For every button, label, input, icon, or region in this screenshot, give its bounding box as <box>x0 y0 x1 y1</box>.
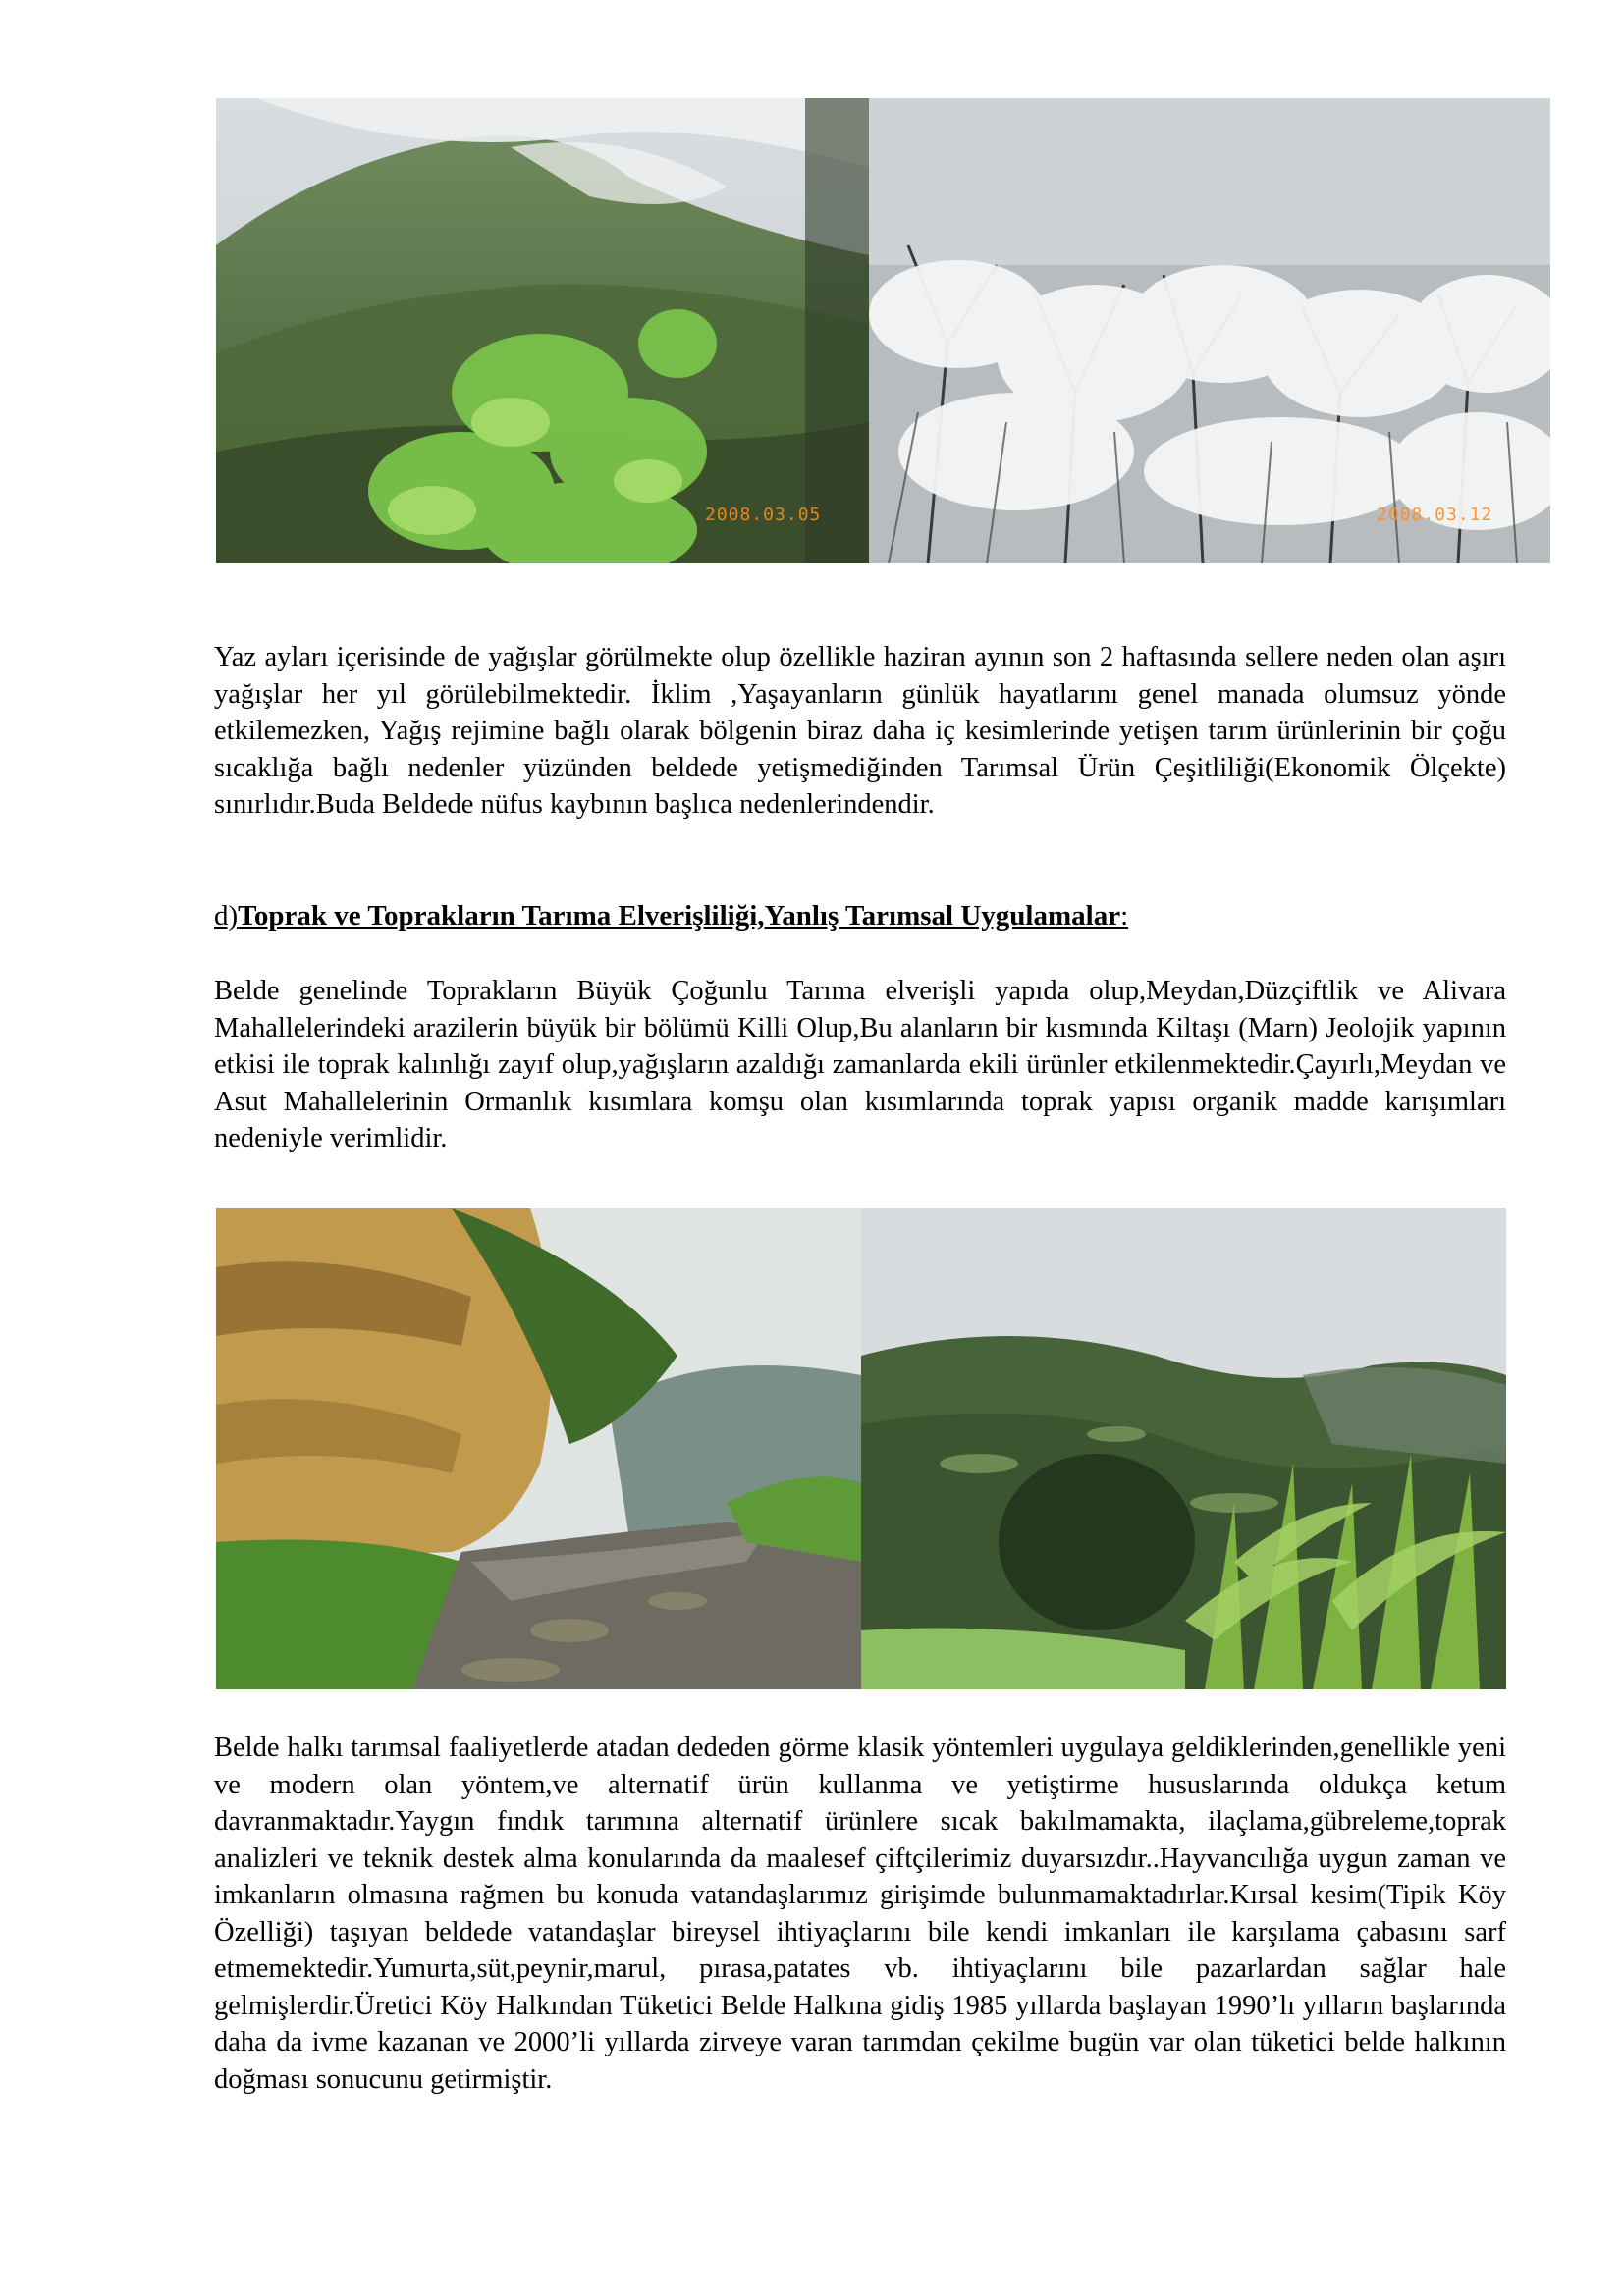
paragraph-climate: Yaz ayları içerisinde de yağışlar görülmekte olup özellikle haziran ayının son 2 haftasında sellere neden olan aşırı yağışlar her yıl görülebilmektedir. İklim ,Yaşayanların günlük hayatlarını genel manada olumsuz yönde etkilemezken, Yağış rejimine bağlı olarak bölgenin biraz daha iç kesimlerinde yetişen tarım ürünlerinin bir çoğu sıcaklığa bağlı nedenler yüzünden beldede yetişmediğinden Tarımsal Ürün Çeşitliliği(Ekonomik Ölçekte) sınırlıdır.Buda Beldede nüfus kaybının başlıca nedenlerindendir. <box>214 642 1506 820</box>
photo-mountain-spring <box>216 98 869 563</box>
photo-cliff-road <box>216 1208 861 1689</box>
section-heading: d)Toprak ve Toprakların Tarıma Elverişliliği,Yanlış Tarımsal Uygulamalar: <box>214 900 1129 932</box>
photo-hills-corn <box>861 1208 1506 1689</box>
paragraph-agriculture: Belde halkı tarımsal faaliyetlerde atadan dededen görme klasik yöntemleri uygulaya geldiklerinden,genellikle yeni ve modern olan yöntem,ve alternatif ürün kullanma ve yetiştirme hususlarında oldukça ketum davranmaktadır.Yaygın fındık tarımına alternatif ürünlere sıcak bakılmamakta, ilaçlama,gübreleme,toprak analizleri ve teknik destek alma konularında da maalesef çiftçilerimiz duyarsızdır..Hayvancılığa uygun zaman ve imkanların olmasına rağmen bu konuda vatandaşlarımız girişimde bulunmamaktadırlar.Kırsal kesim(Tipik Köy Özelliği) taşıyan beldede vatandaşlar bireysel ihtiyaçlarını bile kendi imkanları ile karşılama çabasını sarf etmemektedir.Yumurta,süt,peynir,marul, pırasa,patates vb. ihtiyaçlarını bile pazarlardan sağlar hale gelmişlerdir.Üretici Köy Halkından Tüketici Belde Halkına gidiş 1985 yıllarda başlayan 1990’lı yılların başlarında daha da ivme kazanan ve 2000’li yıllarda zirveye varan tarımdan çekilme bugün var olan tüketici belde halkının doğması sonucunu getirmiştir. <box>214 1733 1506 2095</box>
paragraph-soil: Belde genelinde Toprakların Büyük Çoğunlu Tarıma elverişli yapıda olup,Meydan,Düzçiftlik ve Alivara Mahallelerindeki arazilerin büyük bir bölümü Killi Olup,Bu alanların bir kısmında Kiltaşı (Marn) Jeolojik yapının etkisi ile toprak kalınlığı zayıf olup,yağışların azaldığı zamanlarda ekili ürünler etkilenmektedir.Çayırlı,Meydan ve Asut Mahallelerinin Ormanlık kısımlara komşu olan kısımlarında toprak yapısı organik madde karışımları nedeniyle verimlidir. <box>214 976 1506 1153</box>
photo-date-stamp: 2008.03.12 <box>1377 505 1493 525</box>
photo-snowy-trees <box>869 98 1550 563</box>
photo-date-stamp: 2008.03.05 <box>705 505 822 525</box>
